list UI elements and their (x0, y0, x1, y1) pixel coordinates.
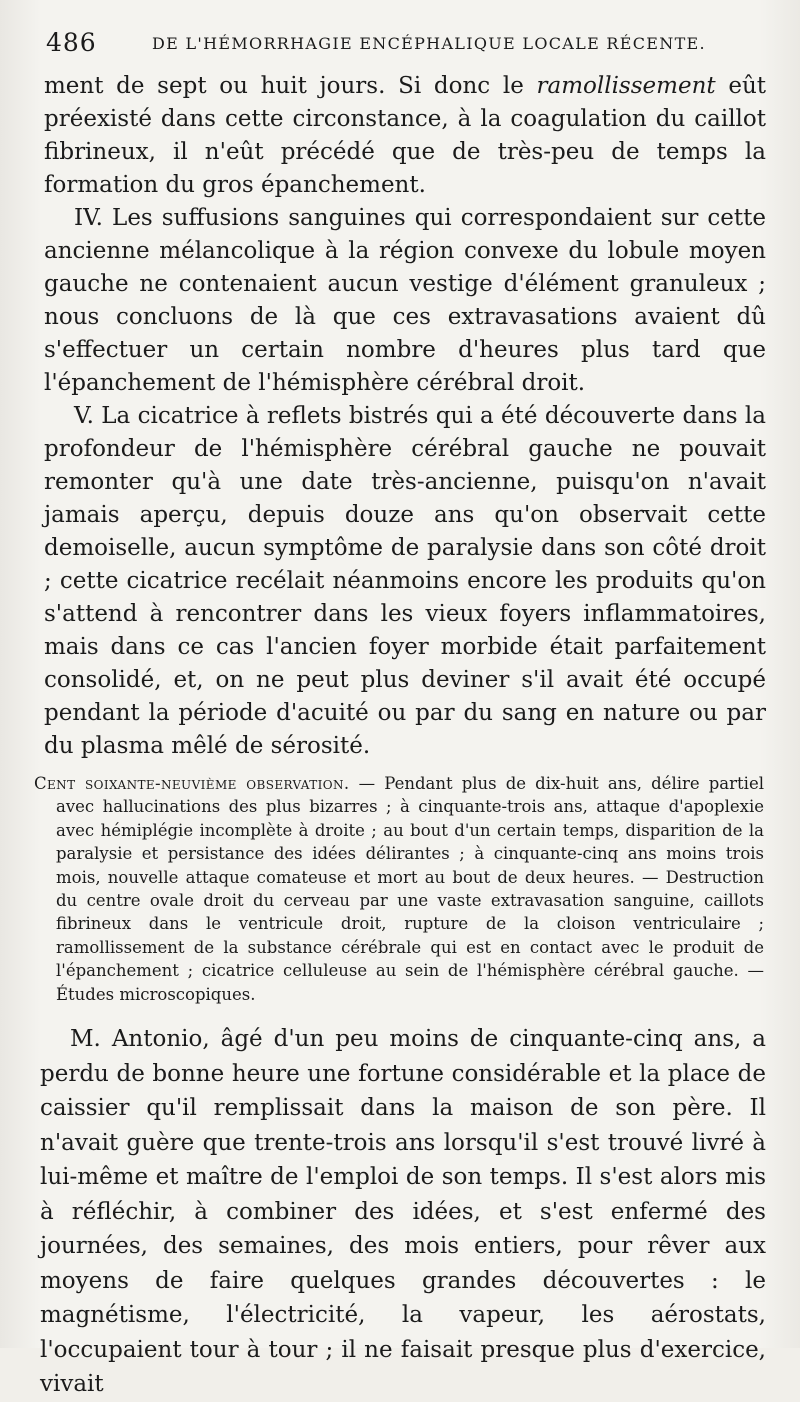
paragraph-v: V. La cicatrice à reflets bistrés qui a été découverte dans la profondeur de l'hémisphère cérébral gauche ne pouvait remonter qu'à une date très-ancienne, puisqu'on n'avait jamais aperçu, depuis douze ans qu'on observait cette demoiselle, aucun symptôme de paralysie dans son côté droit ; cette cicatrice recélait néanmoins encore les produits qu'on s'attend à rencontrer dans les vieux foyers inflammatoires, mais dans ce cas l'ancien foyer morbide était parfaitement consolidé, et, on ne peut plus deviner s'il avait été occupé pendant la période d'acuité ou par du sang en nature ou par du plasma mêlé de sérosité. (44, 403, 766, 759)
italic-term: ramollissement (536, 73, 716, 99)
paragraph-iv: IV. Les suffusions sanguines qui correspondaient sur cette ancienne mélancolique à la région convexe du lobule moyen gauche ne contenaient aucun vestige d'élément granuleux ; nous concluons de là que ces extravasations avaient dû s'effectuer un certain nombre d'heures plus tard que l'épanchement de l'hémisphère cérébral droit. (44, 205, 766, 396)
paragraph-case: M. Antonio, âgé d'un peu moins de cinquante-cinq ans, a perdu de bonne heure une fortune considérable et la place de caissier qu'il remplissait dans la maison de son père. Il n'avait guère que trente-trois ans lorsqu'il s'est trouvé livré à lui-même et maître de l'emploi de son temps. Il s'est alors mis à réfléchir, à combiner des idées, et s'est enfermé des journées, des semaines, des mois entiers, pour rêver aux moyens de faire quelques grandes découvertes : le magnétisme, l'électricité, la vapeur, les aérostats, l'occupaient tour à tour ; il ne faisait presque plus d'exercice, vivait (40, 1026, 766, 1397)
paragraph-text: eût préexisté dans cette circonstance, à la coagulation du caillot fibrineux, il n'eût précédé que de très-peu de temps la formation du gros épanchement. (44, 73, 766, 198)
running-title: DE L'HÉMORRHAGIE ENCÉPHALIQUE LOCALE RÉCENTE. (152, 34, 706, 53)
observation-summary (34, 772, 764, 1006)
page-number: 486 (46, 28, 97, 57)
main-text-top (44, 70, 766, 763)
observation-heading: Cent soixante-neuvième observation. (34, 774, 350, 793)
paragraph-text: ment de sept ou huit jours. Si donc le (44, 73, 537, 99)
paragraph-continuation (44, 70, 766, 202)
page-header (40, 28, 770, 62)
main-text-bottom (40, 1022, 766, 1402)
observation-text: — Pendant plus de dix-huit ans, délire partiel avec hallucinations des plus bizarres ; à cinquante-trois ans, attaque d'apoplexie avec hémiplégie incomplète à droite ; au bout d'un certain temps, disparition de la paralysie et persistance des idées délirantes ; à cinquante-cinq ans moins trois mois, nouvelle attaque comateuse et mort au bout de deux heures. — Destruction du centre ovale droit du cerveau par une vaste extravasation sanguine, caillots fibrineux dans le ventricule droit, rupture de la cloison ventriculaire ; ramollissement de la substance cérébrale qui est en contact avec le produit de l'épanchement ; cicatrice celluleuse au sein de l'hémisphère cérébral gauche. — Études microscopiques. (56, 774, 764, 1004)
observation-paragraph (34, 772, 764, 1006)
